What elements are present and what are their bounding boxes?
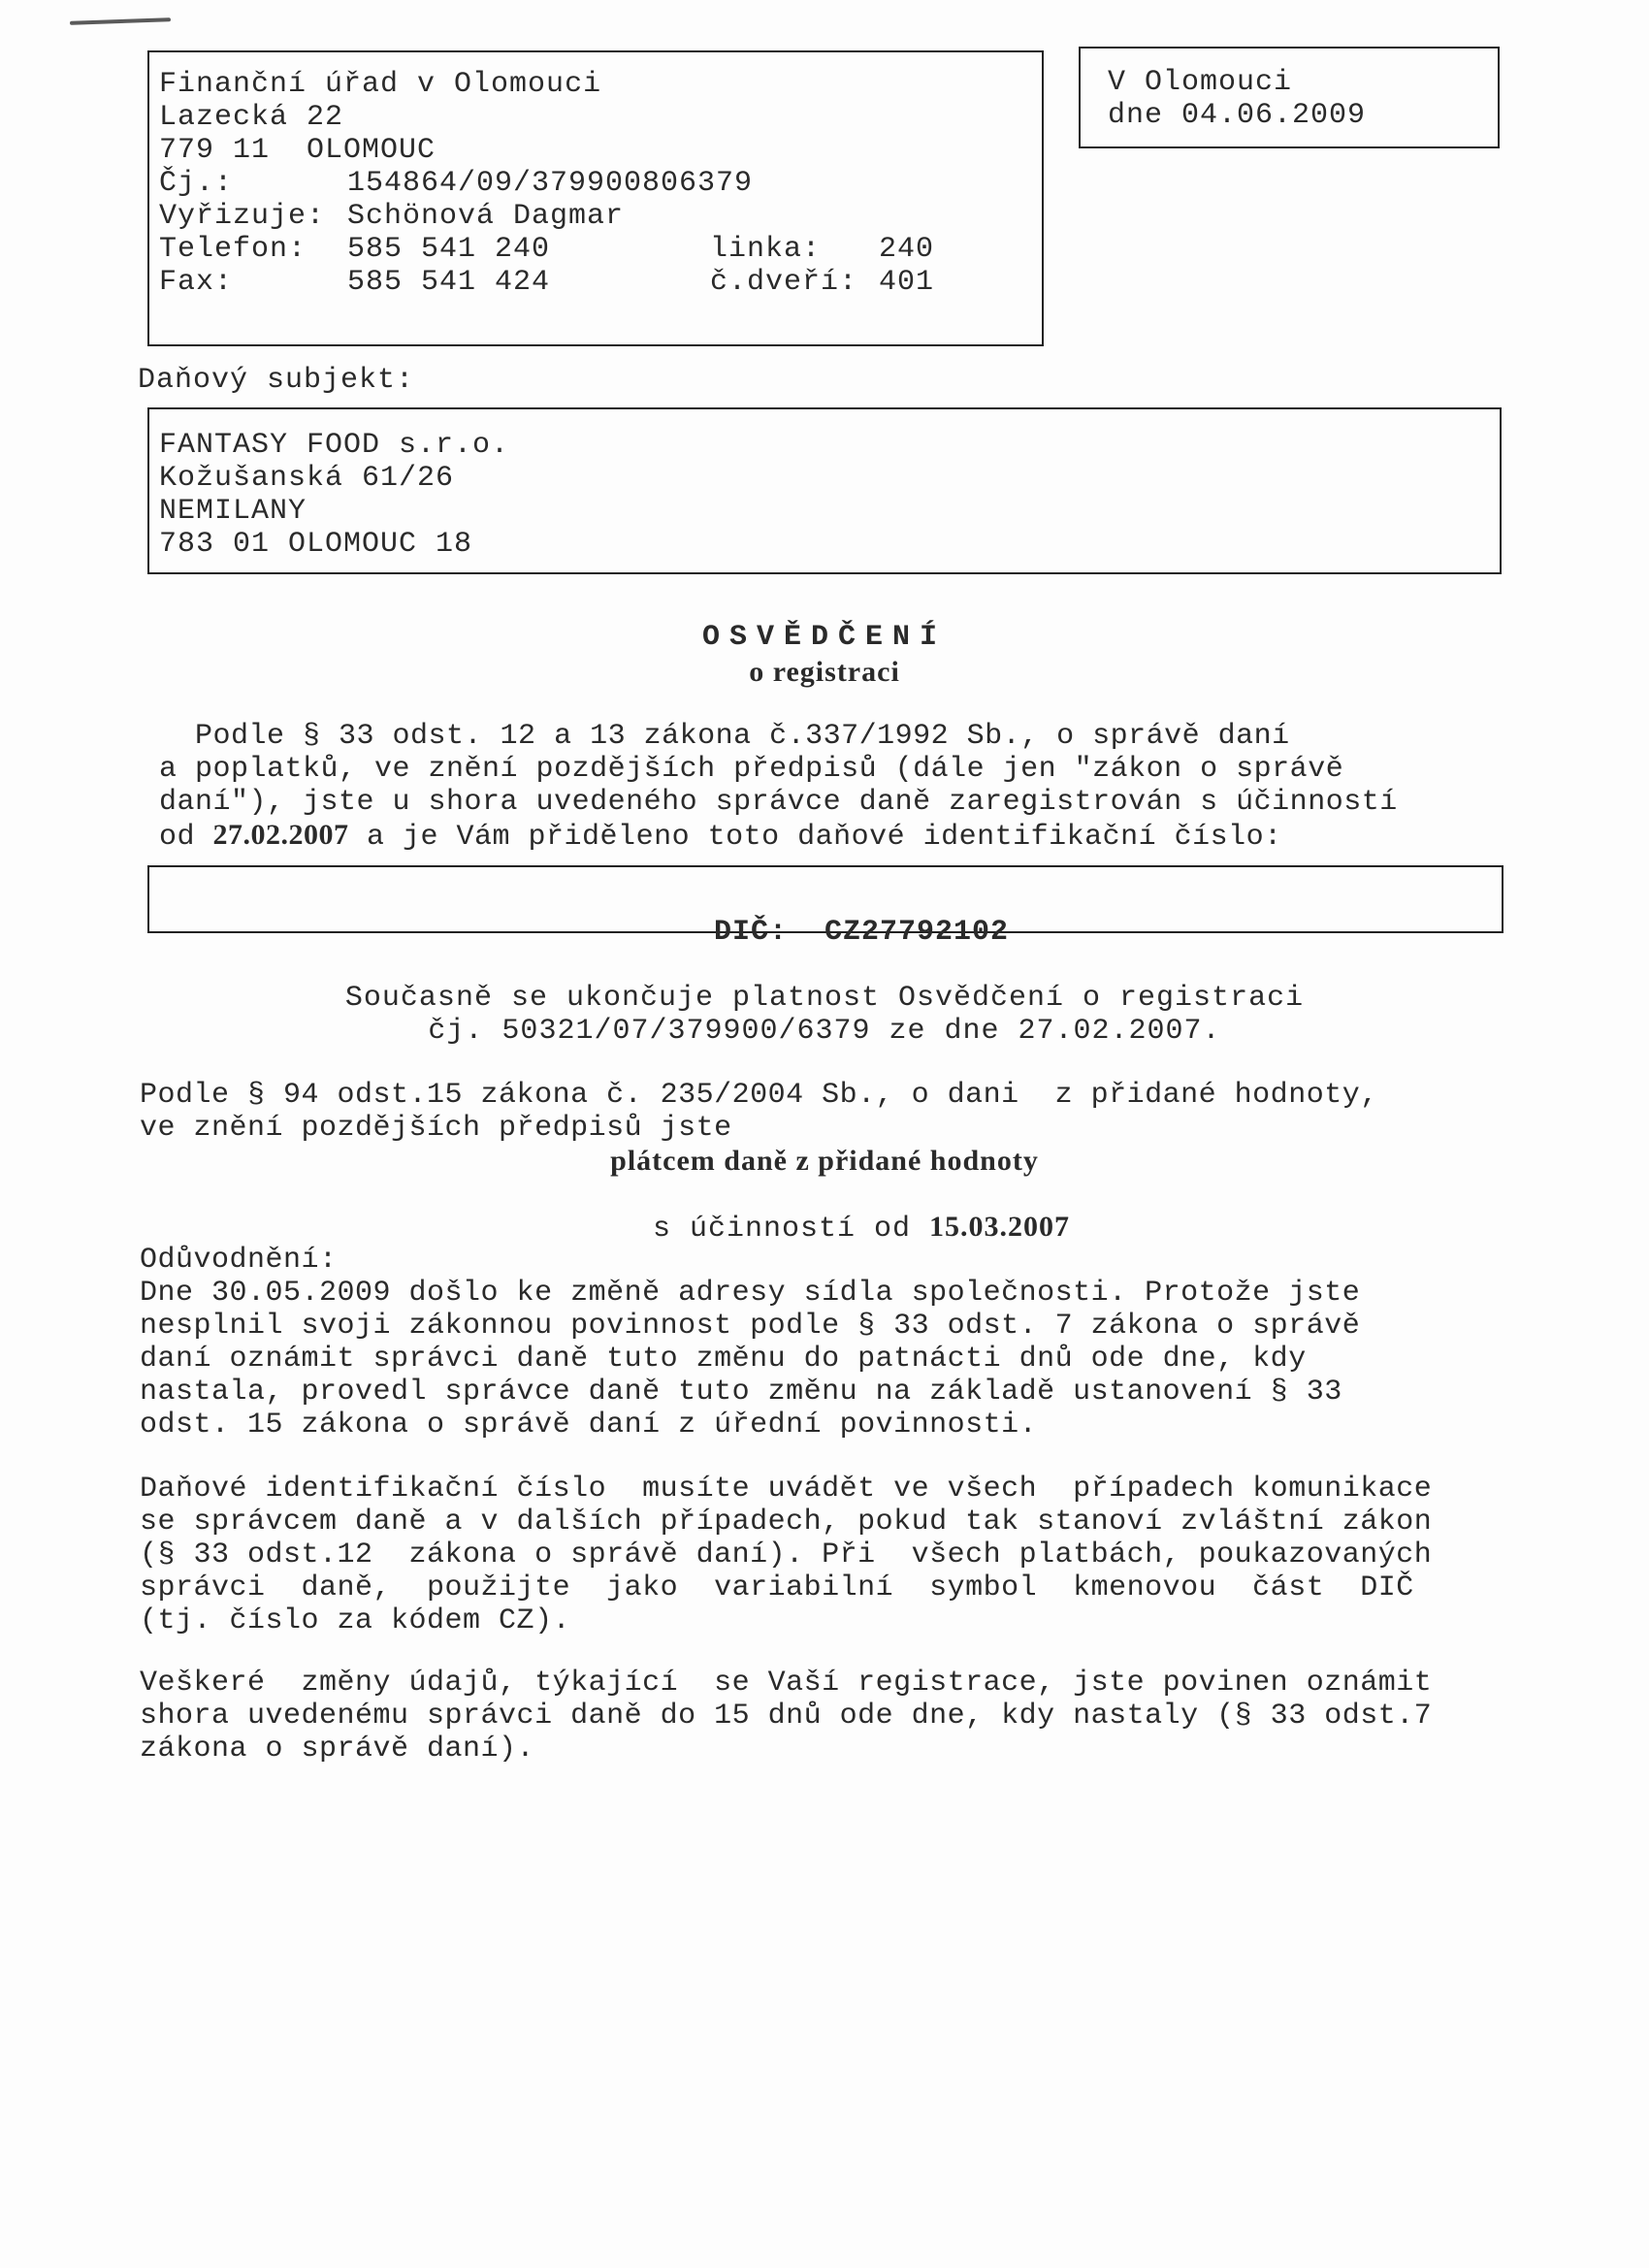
justification-line-3: daní oznámit správci daně tuto změnu do patnácti dnů ode dne, kdy bbox=[140, 1343, 1307, 1376]
office-name: Finanční úřad v Olomouci bbox=[159, 68, 602, 101]
certificate-title: OSVĚDČENÍ bbox=[701, 621, 948, 654]
subject-city: 783 01 OLOMOUC 18 bbox=[159, 528, 473, 561]
line-label: linka: bbox=[710, 233, 822, 266]
changes-line-2: shora uvedenému správci daně do 15 dnů ode dne, kdy nastaly (§ 33 odst.7 bbox=[140, 1700, 1433, 1733]
usage-line-1: Daňové identifikační číslo musíte uvádět ve všech případech komunikace bbox=[140, 1473, 1433, 1506]
subject-street: Kožušanská 61/26 bbox=[159, 462, 455, 495]
justification-line-2: nesplnil svoji zákonnou povinnost podle § 33 odst. 7 zákona o správě bbox=[140, 1310, 1361, 1343]
handler-label: Vyřizuje: bbox=[159, 200, 326, 233]
changes-line-1: Veškeré změny údajů, týkající se Vaší registrace, jste povinen oznámit bbox=[140, 1667, 1433, 1700]
justification-line-5: odst. 15 zákona o správě daní z úřední povinnosti. bbox=[140, 1409, 1038, 1442]
door-label: č.dveří: bbox=[710, 266, 858, 299]
changes-paragraph bbox=[140, 1667, 1432, 1766]
intro-paragraph bbox=[159, 720, 1398, 854]
date-place: V Olomouci bbox=[1108, 66, 1293, 99]
vat-status: plátcem daně z přidané hodnoty bbox=[610, 1145, 1039, 1177]
phone-value: 585 541 240 bbox=[347, 233, 551, 266]
justification-paragraph bbox=[140, 1244, 1360, 1442]
office-street: Lazecká 22 bbox=[159, 101, 344, 134]
dic-value: CZ27792102 bbox=[824, 916, 1010, 949]
intro-line-4-pre: od bbox=[159, 821, 213, 854]
scan-mark bbox=[70, 17, 171, 25]
ref-value: 154864/09/379900806379 bbox=[347, 167, 754, 200]
intro-line-3: daní"), jste u shora uvedeného správce daně zaregistrován s účinností bbox=[159, 786, 1398, 819]
date-value: dne 04.06.2009 bbox=[1108, 99, 1367, 132]
subject-name: FANTASY FOOD s.r.o. bbox=[159, 429, 510, 462]
intro-line-4-post: a je Vám přiděleno toto daňové identifikační číslo: bbox=[348, 821, 1282, 854]
fax-label: Fax: bbox=[159, 266, 234, 299]
usage-line-3: (§ 33 odst.12 zákona o správě daní). Při všech platbách, poukazovaných bbox=[140, 1539, 1433, 1571]
door-value: 401 bbox=[879, 266, 935, 299]
usage-line-2: se správcem daně a v dalších případech, pokud tak stanoví zvláštní zákon bbox=[140, 1506, 1433, 1539]
intro-line-2: a poplatků, ve znění pozdějších předpisů (dále jen "zákon o správě bbox=[159, 753, 1344, 786]
justification-line-1: Dne 30.05.2009 došlo ke změně adresy sídla společnosti. Protože jste bbox=[140, 1277, 1361, 1310]
termination-line-2: čj. 50321/07/379900/6379 ze dne 27.02.2007. bbox=[428, 1015, 1221, 1048]
intro-line-1: Podle § 33 odst. 12 a 13 zákona č.337/1992 Sb., o správě daní bbox=[159, 720, 1290, 753]
justification-label: Odůvodnění: bbox=[140, 1244, 338, 1277]
subject-label: Daňový subjekt: bbox=[138, 364, 415, 397]
usage-paragraph bbox=[140, 1473, 1432, 1637]
usage-line-5: (tj. číslo za kódem CZ). bbox=[140, 1604, 571, 1637]
termination-line-1: Současně se ukončuje platnost Osvědčení o registraci bbox=[344, 982, 1305, 1015]
justification-line-4: nastala, provedl správce daně tuto změnu na základě ustanovení § 33 bbox=[140, 1376, 1342, 1409]
handler-value: Schönová Dagmar bbox=[347, 200, 625, 233]
office-city: 779 11 OLOMOUC bbox=[159, 134, 436, 167]
phone-label: Telefon: bbox=[159, 233, 307, 266]
subject-district: NEMILANY bbox=[159, 495, 307, 528]
vat-effective-date: 15.03.2007 bbox=[929, 1211, 1071, 1243]
ref-label: Čj.: bbox=[159, 167, 234, 200]
vat-effective-pre: s účinností od bbox=[652, 1213, 930, 1246]
certificate-subtitle: o registraci bbox=[749, 656, 900, 688]
dic-label: DIČ: bbox=[713, 916, 788, 949]
vat-line-1: Podle § 94 odst.15 zákona č. 235/2004 Sb., o dani z přidané hodnoty, bbox=[140, 1079, 1378, 1112]
intro-line-4 bbox=[159, 819, 1398, 854]
dic-line bbox=[0, 883, 1649, 982]
line-value: 240 bbox=[879, 233, 935, 266]
vat-line-2: ve znění pozdějších předpisů jste bbox=[140, 1112, 732, 1145]
registration-date: 27.02.2007 bbox=[212, 819, 349, 851]
fax-value: 585 541 424 bbox=[347, 266, 551, 299]
usage-line-4: správci daně, použijte jako variabilní symbol kmenovou část DIČ bbox=[140, 1571, 1414, 1604]
changes-line-3: zákona o správě daní). bbox=[140, 1733, 535, 1766]
vat-paragraph bbox=[140, 1079, 1378, 1145]
